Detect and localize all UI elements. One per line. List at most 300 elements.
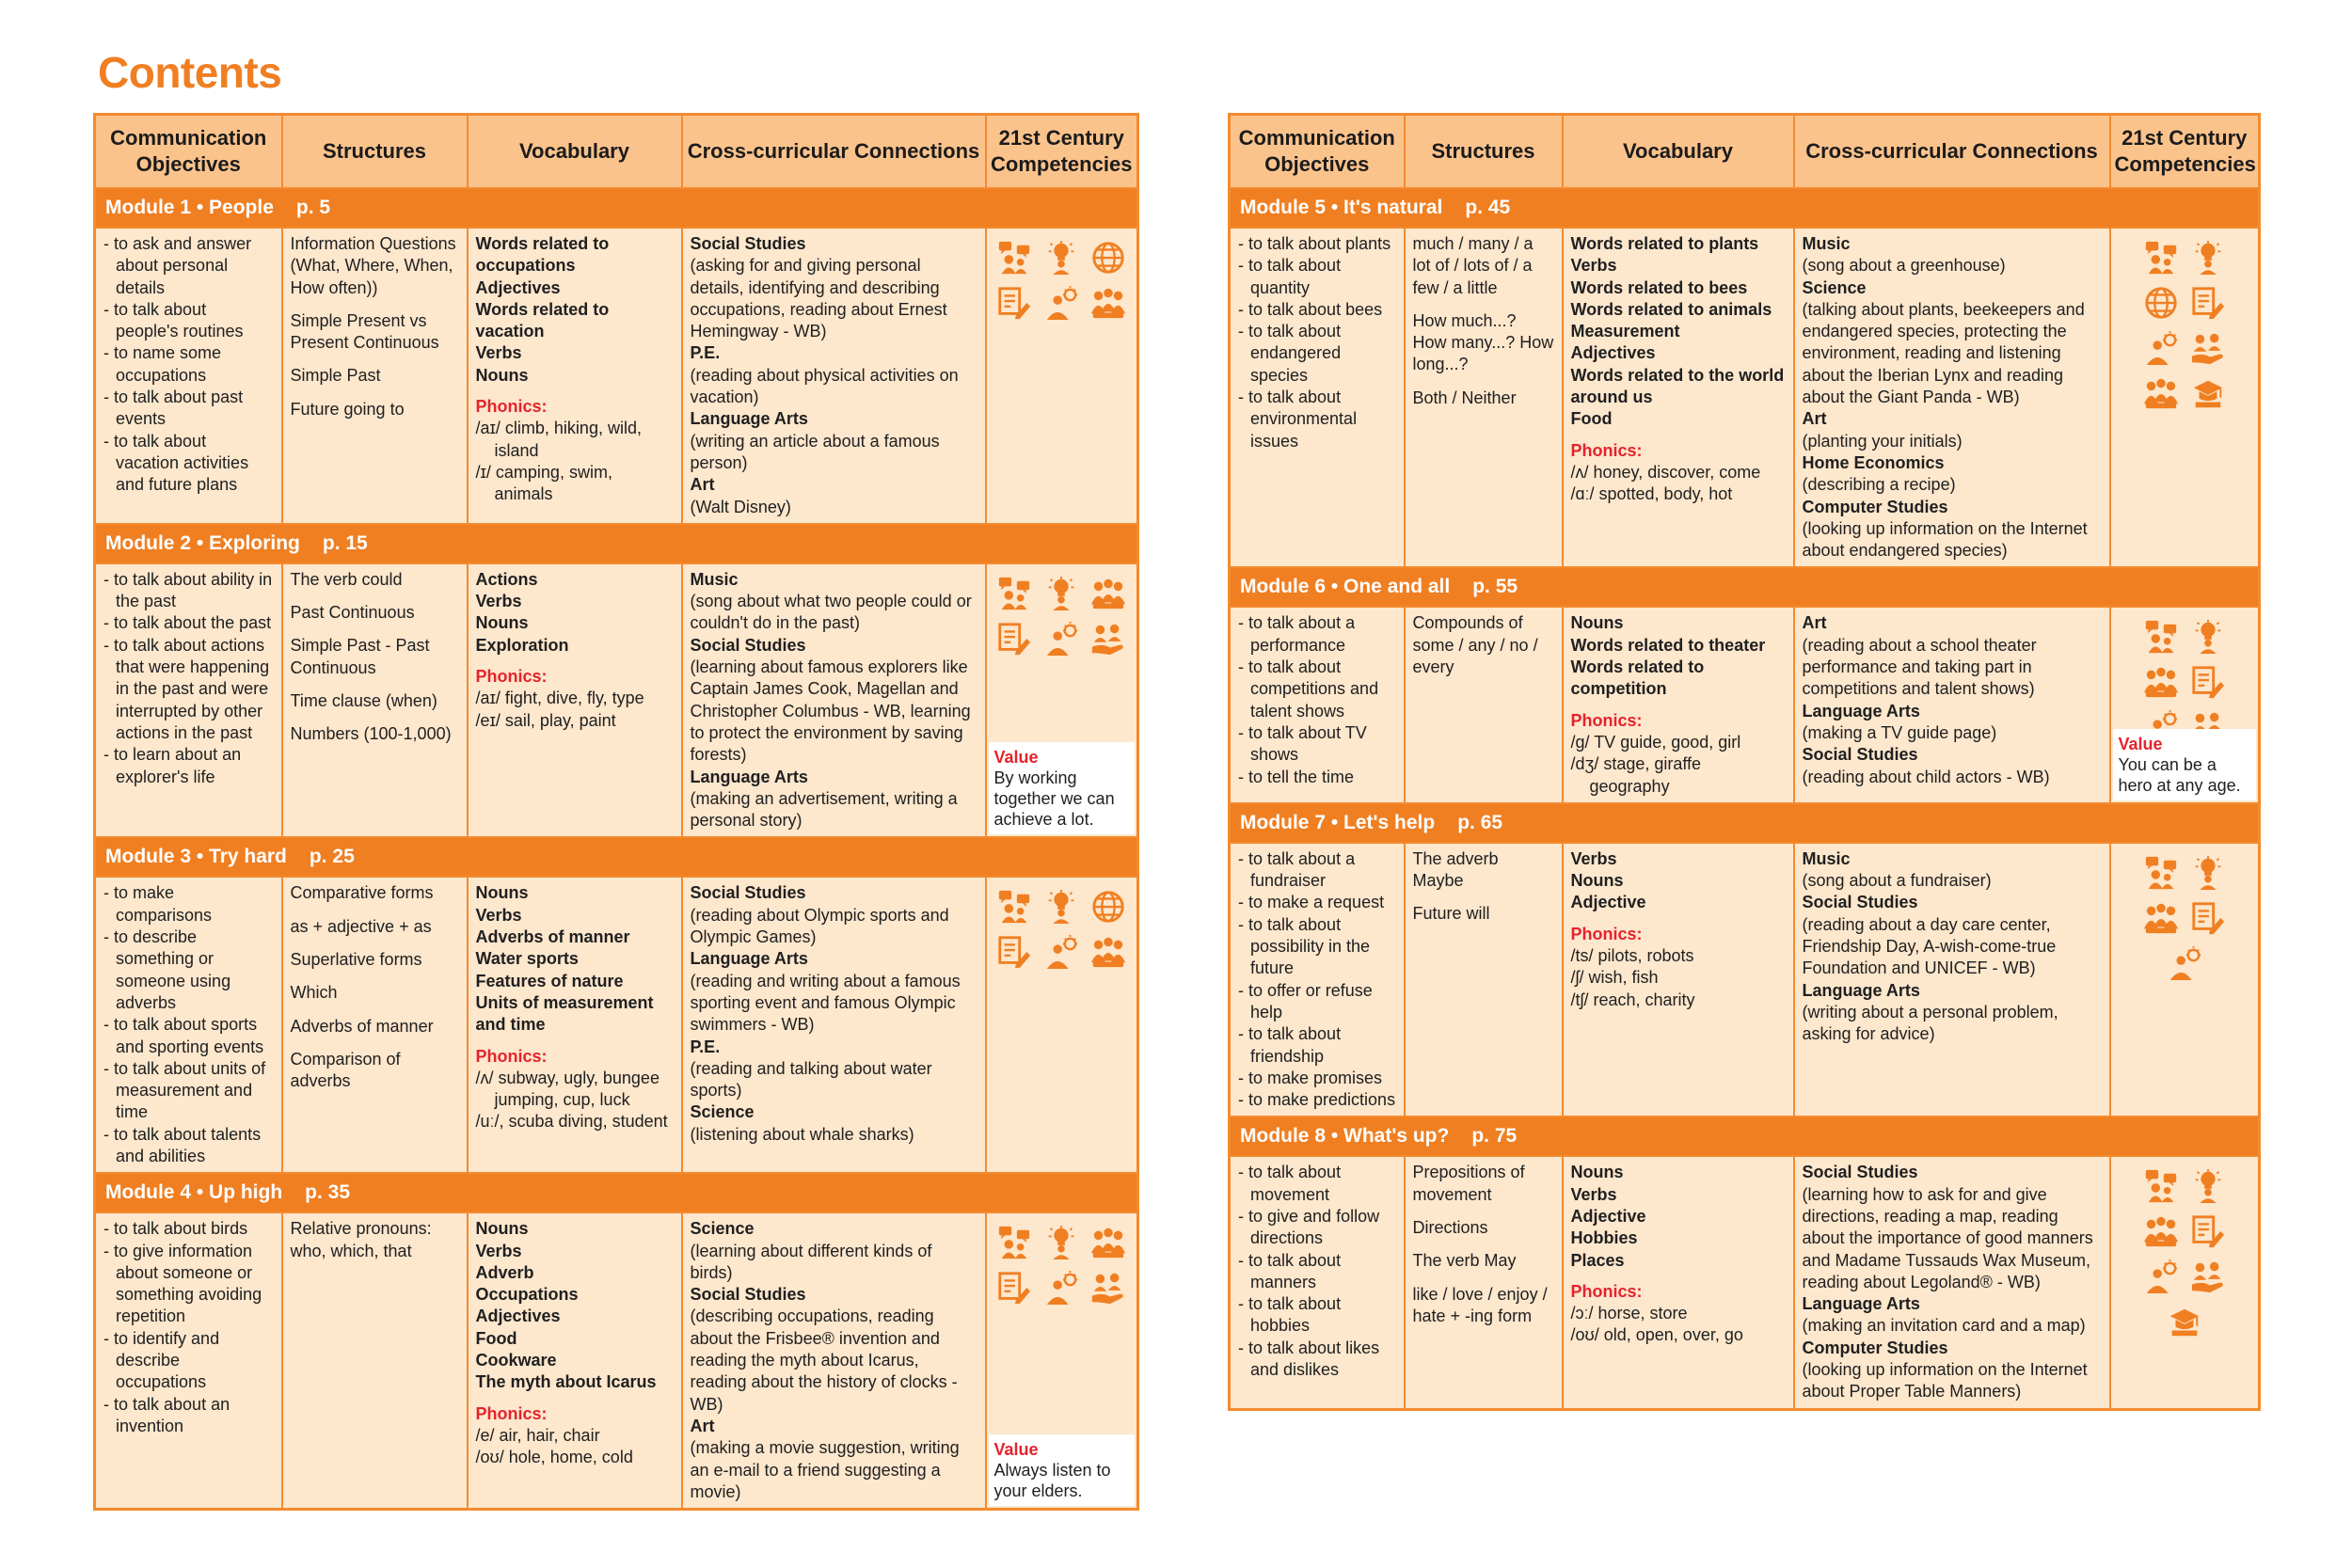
vocab-item: Adjective [1570,1206,1646,1226]
cross-subject: Language Arts [1802,1294,1920,1314]
collaboration-icon [1090,934,1126,970]
cross-subject: Social Studies [690,883,806,903]
module-header [95,837,1138,877]
cross-description: (describing a recipe) [1802,475,1956,495]
objective-item: - to talk about movement [1238,1163,1342,1204]
competencies-cell [2110,1156,2260,1409]
communication-icon [996,889,1032,925]
creativity-icon [1043,621,1079,657]
phonics-line: /ɑː/ spotted, body, hot [1570,484,1733,504]
objective-item: - to talk about likes and dislikes [1238,1338,1380,1380]
structure-item: The verb May [1412,1251,1517,1271]
structures-cell [282,1212,468,1509]
vocab-item: Verbs [1570,848,1617,868]
structure-item: Simple Present vs Present Continuous [290,310,439,353]
cross-subject: Social Studies [1802,745,1918,765]
competency-icons [991,576,1134,657]
structure-item: as + adjective + as [290,916,432,936]
objective-item: - to make a request [1238,893,1385,912]
structure-item: Adverbs of manner [290,1016,434,1036]
vocab-item: Nouns [1570,1163,1624,1182]
vocab-item: Words related to theater [1570,635,1766,655]
objective-item: - to make comparisons [103,883,213,925]
structures-cell [282,563,468,838]
value-box [989,742,1136,834]
phonics-line: /tʃ/ reach, charity [1570,990,1695,1009]
competencies-cell [986,1212,1138,1509]
objective-item: - to talk about birds [103,1219,248,1239]
reading-writing-icon [2190,664,2226,700]
cross-curricular-item [691,1101,977,1146]
cross-subject: Science [1802,277,1867,297]
objectives-list [103,882,274,1167]
cross-curricular-item [691,1218,977,1284]
vocab-item: Water sports [475,949,579,969]
structure-item: Numbers (100-1,000) [290,724,452,744]
objective-item: - to learn about an explorer's life [103,745,242,786]
vocab-item: Words related to animals [1570,299,1772,319]
module-header [95,1173,1138,1212]
phonics-line: /e/ air, hair, chair [475,1425,600,1445]
vocab-item: Words related to the world around us [1570,365,1785,407]
value-label: Value [2118,734,2163,753]
vocab-item: Cookware [475,1351,557,1370]
phonics-line: /dʒ/ stage, giraffe geography [1570,754,1702,796]
phonics-label: Phonics: [475,667,548,687]
vocabulary-cell [1563,843,1794,1117]
collaboration-icon [2143,900,2179,936]
cross-curricular-item [691,1037,977,1102]
vocab-item: Adjectives [475,1307,561,1326]
vocab-item: Units of measurement and time [475,992,654,1035]
header-vocabulary: Vocabulary [1563,115,1794,189]
cross-subject: P.E. [690,343,721,363]
module-header [1230,1117,2260,1156]
cross-curricular-item [1803,701,2102,745]
ideas-icon [2190,855,2226,891]
cross-curricular-item [1803,452,2102,497]
objective-item: - to talk about vacation activities and future plans [103,431,249,495]
competency-icons [991,1225,1134,1306]
objective-item: - to talk about ability in the past [103,569,273,611]
phonics-label: Phonics: [1570,440,1643,460]
cross-description: (reading about Olympic sports and Olympic Games) [690,905,949,947]
structure-item: Comparative forms [290,883,434,903]
ideas-icon [2190,240,2226,276]
cross-subject: Social Studies [690,1285,806,1305]
cross-subject: Art [690,1416,715,1435]
objective-item: - to talk about TV shows [1238,722,1367,765]
value-box [989,1434,1136,1506]
phonics-label: Phonics: [1570,924,1643,943]
cross-subject: Art [1802,409,1827,429]
cross-curricular-cell [1794,843,2110,1117]
communication-icon [2143,1168,2179,1204]
objective-item: - to tell the time [1238,767,1355,786]
vocab-item: Nouns [1570,613,1624,633]
objectives-cell [1230,843,1405,1117]
cross-subject: Language Arts [690,409,808,429]
competency-icons [2115,1168,2255,1339]
collaboration-icon [1090,1225,1126,1260]
cross-subject: Social Studies [690,234,806,253]
phonics-line: /eɪ/ sail, play, paint [475,710,616,730]
header-structures: Structures [282,115,468,189]
structure-item: Information Questions (What, Where, When, How often)) [290,234,456,297]
structures-cell [1405,1156,1563,1409]
vocab-item: Words related to plants [1570,234,1759,253]
phonics-label: Phonics: [475,397,548,417]
module-content-row [95,228,1138,524]
phonics-line: /ts/ pilots, robots [1570,946,1694,966]
structure-item: Relative pronouns: who, which, that [290,1219,432,1260]
objective-item: - to talk about actions that were happening in the past and were interrupted by other actions in the past [103,635,270,742]
cross-subject: Art [690,475,715,495]
cross-curricular-item [691,342,977,408]
module-header-row [95,1173,1138,1212]
caring-icon [2190,1259,2226,1294]
cross-subject: Music [1802,848,1851,868]
objective-item: - to give and follow directions [1238,1206,1380,1248]
cross-description: (song about a fundraiser) [1802,871,1992,891]
module-title: Module 3 • Try hard [105,846,287,868]
objectives-cell [1230,228,1405,567]
module-title: Module 4 • Up high [105,1181,283,1204]
vocabulary-cell [1563,228,1794,567]
header-communication-objectives: Communication Objectives [1230,115,1405,189]
cross-description: (making an advertisement, writing a personal story) [690,788,958,831]
objectives-list [1238,848,1396,1112]
objectives-cell [1230,607,1405,802]
structure-item: The adverb Maybe [1412,848,1499,891]
cross-curricular-cell [682,228,986,524]
objective-item: - to talk about environmental issues [1238,388,1358,451]
ideas-icon [1043,240,1079,276]
module-title: Module 7 • Let's help [1240,811,1436,833]
cross-subject: Art [1802,613,1827,633]
phonics-line: /ʌ/ subway, ugly, bungee jumping, cup, luck [475,1068,660,1110]
cross-description: (planting your initials) [1802,431,1963,451]
module-page: p. 5 [295,197,331,218]
reading-writing-icon [2190,900,2226,936]
module-page: p. 15 [322,531,368,554]
competencies-cell [986,228,1138,524]
cross-curricular-cell [682,1212,986,1509]
vocab-item: Verbs [475,1241,522,1260]
caring-icon [2190,330,2226,366]
cross-subject: Computer Studies [1802,1338,1948,1357]
phonics-line: /ɔː/ horse, store [1570,1304,1688,1323]
learning-icon [2190,375,2226,411]
vocab-item: Nouns [475,883,529,903]
cross-curricular-item [691,1416,977,1503]
module-header-row [95,837,1138,877]
cross-curricular-item [691,767,977,832]
module-title: Module 6 • One and all [1240,576,1451,598]
collaboration-icon [2143,375,2179,411]
vocab-item: Adjective [1570,893,1646,912]
structure-item: Which [290,983,338,1003]
vocab-item: Places [1570,1250,1625,1270]
header-cross-curricular: Cross-curricular Connections [682,115,986,189]
cross-curricular-cell [682,563,986,838]
objectives-cell [95,228,282,524]
cross-description: (talking about plants, beekeepers and endangered species, protecting the environment, reading and listening about the Iberian Lynx and reading about the Giant Panda - WB) [1802,299,2085,407]
objective-item: - to talk about a performance [1238,613,1356,655]
ideas-icon [2190,1168,2226,1204]
value-box [2113,729,2257,800]
cross-description: (looking up information on the Internet about endangered species) [1802,518,2088,561]
vocab-item: Verbs [475,905,522,925]
value-text: Always listen to your elders. [993,1461,1111,1501]
module-content-row [95,1212,1138,1509]
vocab-item: Features of nature [475,971,624,990]
cross-description: (writing about a personal problem, asking for advice) [1802,1002,2058,1044]
cross-curricular-item [1803,744,2102,788]
module-content-row [1230,843,2260,1117]
structure-item: like / love / enjoy / hate + -ing form [1412,1284,1548,1325]
module-content-row [1230,1156,2260,1409]
cross-curricular-cell [1794,607,2110,802]
learning-icon [2167,1304,2202,1339]
vocab-item: Nouns [475,365,529,385]
module-content-row [95,877,1138,1173]
module-content-row [1230,607,2260,802]
cross-subject: Science [690,1219,755,1239]
structure-item: Directions [1412,1217,1488,1237]
phonics-line: /oʊ/ hole, home, cold [475,1448,633,1467]
competency-icons [991,889,1134,970]
cross-description: (reading and writing about a famous sporting event and famous Olympic swimmers - WB) [690,971,961,1035]
cross-curricular-item [1803,892,2102,979]
phonics-line: /g/ TV guide, good, girl [1570,732,1741,752]
reading-writing-icon [996,285,1032,321]
communication-icon [996,576,1032,611]
vocab-item: Food [475,1328,517,1348]
cross-description: (reading about physical activities on vacation) [690,365,959,407]
collaboration-icon [1090,285,1126,321]
phonics-label: Phonics: [475,1403,548,1423]
structures-cell [1405,228,1563,567]
cross-curricular-item [691,882,977,948]
structure-item: How much...? How many...? How long...? [1412,310,1554,374]
vocab-item: Measurement [1570,322,1680,341]
vocab-item: Nouns [475,1219,529,1239]
reading-writing-icon [2190,1213,2226,1249]
module-header-row [1230,803,2260,843]
objective-item: - to talk about a fundraiser [1238,848,1356,891]
cross-description: (reading about child actors - WB) [1802,767,2050,786]
objective-item: - to talk about plants [1238,234,1391,253]
module-page: p. 55 [1472,576,1518,598]
value-label: Value [993,1440,1039,1460]
cross-curricular-cell [1794,1156,2110,1409]
cross-description: (reading about a day care center, Friendship Day, A-wish-come-true Foundation and UNICEF - WB) [1802,914,2057,978]
structure-item: Simple Past - Past Continuous [290,636,430,677]
contents-table-left [93,113,1139,1511]
structure-item: Prepositions of movement [1412,1163,1525,1204]
structures-cell [1405,607,1563,802]
value-text: By working together we can achieve a lot. [993,768,1115,830]
module-header [1230,188,2260,228]
objective-item: - to talk about possibility in the future [1238,914,1371,978]
objective-item: - to give information about someone or something avoiding repetition [103,1241,262,1326]
cross-curricular-item [691,569,977,635]
module-title: Module 5 • It's natural [1240,197,1443,218]
header-cross-curricular: Cross-curricular Connections [1794,115,2110,189]
structure-item: much / many / a lot of / lots of / a few / a little [1412,234,1534,297]
cross-curricular-item [1803,408,2102,452]
structures-cell [282,228,468,524]
module-page: p. 75 [1471,1125,1518,1148]
cross-description: (Walt Disney) [690,497,791,516]
cross-curricular-item [1803,497,2102,562]
module-header [95,524,1138,563]
vocab-item: Verbs [475,343,522,363]
communication-icon [996,1225,1032,1260]
vocabulary-cell [468,1212,682,1509]
caring-icon [1090,1270,1126,1306]
value-text: You can be a hero at any age. [2118,754,2241,795]
objective-item: - to make predictions [1238,1090,1396,1110]
objective-item: - to describe something or someone using adverbs [103,927,231,1012]
vocab-item: Adjectives [1570,343,1656,363]
vocabulary-cell [1563,607,1794,802]
cross-description: (making a movie suggestion, writing an e-mail to a friend suggesting a movie) [690,1438,960,1501]
header-vocabulary: Vocabulary [468,115,682,189]
vocab-item: Words related to occupations [475,234,610,276]
cross-description: (learning about different kinds of birds) [690,1241,932,1282]
cross-curricular-item [691,948,977,1036]
cross-curricular-item [691,233,977,342]
reading-writing-icon [996,621,1032,657]
objective-item: - to talk about sports and sporting events [103,1015,264,1056]
communication-icon [2143,619,2179,655]
vocab-item: Actions [475,569,538,589]
cross-subject: Social Studies [1802,1163,1918,1182]
cross-description: (asking for and giving personal details, identifying and describing occupations, reading about Ernest Hemingway - WB) [690,256,947,341]
ideas-icon [1043,889,1079,925]
objective-item: - to make promises [1238,1068,1383,1087]
vocab-item: Verbs [475,592,522,611]
vocab-item: Exploration [475,635,569,655]
phonics-line: /oʊ/ old, open, over, go [1570,1325,1743,1345]
phonics-line: /ʌ/ honey, discover, come [1570,462,1761,482]
vocab-item: Food [1570,409,1613,429]
cross-description: (song about a greenhouse) [1802,256,2006,276]
cross-subject: Language Arts [690,767,808,786]
vocab-item: Occupations [475,1285,579,1305]
module-page: p. 25 [309,846,355,868]
global-icon [2143,285,2179,321]
module-header [1230,803,2260,843]
cross-subject: Computer Studies [1802,497,1948,516]
value-label: Value [993,748,1039,768]
cross-curricular-cell [1794,228,2110,567]
vocabulary-cell [468,563,682,838]
structure-item: Time clause (when) [290,691,437,711]
module-header-row [1230,188,2260,228]
collaboration-icon [1090,576,1126,611]
ideas-icon [1043,1225,1079,1260]
objectives-cell [1230,1156,1405,1409]
vocab-item: Verbs [1570,1184,1617,1204]
module-header [1230,567,2260,607]
module-page: p. 65 [1457,811,1503,833]
vocab-item: Adverbs of manner [475,927,630,947]
structure-item: Both / Neither [1412,388,1517,407]
cross-subject: Social Studies [1802,893,1918,912]
collaboration-icon [2143,664,2179,700]
phonics-line: /uː/, scuba diving, student [475,1112,668,1132]
creativity-icon [1043,1270,1079,1306]
cross-subject: P.E. [690,1037,721,1056]
cross-curricular-item [691,408,977,474]
vocabulary-cell [1563,1156,1794,1409]
objective-item: - to talk about manners [1238,1250,1342,1291]
cross-curricular-item [1803,277,2102,409]
module-header-row [1230,1117,2260,1156]
phonics-line: /aɪ/ climb, hiking, wild, island [475,419,642,460]
cross-description: (reading and talking about water sports) [690,1058,932,1101]
objective-item: - to talk about people's routines [103,299,244,341]
module-page: p. 35 [305,1181,351,1204]
phonics-label: Phonics: [1570,710,1643,730]
cross-description: (learning how to ask for and give directions, reading a map, reading about the importance of good manners and Madame Tussauds Wax Museum, reading about Legoland® - WB) [1802,1184,2093,1291]
cross-description: (song about what two people could or couldn't do in the past) [690,592,972,633]
header-communication-objectives: Communication Objectives [95,115,282,189]
module-header [95,188,1138,228]
cross-subject: Home Economics [1802,452,1945,472]
cross-curricular-item [691,635,977,767]
collaboration-icon [2143,1213,2179,1249]
objectives-cell [95,563,282,838]
objective-item: - to talk about bees [1238,299,1383,319]
phonics-label: Phonics: [475,1046,548,1066]
competencies-cell [2110,228,2260,567]
cross-subject: Music [1802,234,1851,253]
cross-curricular-item [691,474,977,518]
objective-item: - to talk about units of measurement and time [103,1058,266,1122]
vocab-item: Words related to vacation [475,299,610,341]
page-title: Contents [98,48,282,97]
creativity-icon [2143,330,2179,366]
objective-item: - to ask and answer about personal details [103,234,252,297]
structure-item: Future going to [290,399,405,419]
vocab-item: Hobbies [1570,1228,1638,1248]
objectives-list [103,233,274,497]
module-title: Module 2 • Exploring [105,531,300,554]
competency-icons [2115,855,2255,981]
objectives-list [1238,233,1396,452]
contents-table-right [1228,113,2261,1411]
communication-icon [996,240,1032,276]
objective-item: - to talk about an invention [103,1394,230,1435]
objectives-list [1238,1162,1396,1381]
cross-subject: Language Arts [1802,980,1920,1000]
vocabulary-cell [468,228,682,524]
objective-item: - to talk about friendship [1238,1024,1342,1066]
cross-curricular-item [1803,233,2102,277]
cross-curricular-item [1803,980,2102,1046]
reading-writing-icon [2190,285,2226,321]
reading-writing-icon [996,1270,1032,1306]
objectives-cell [95,877,282,1173]
module-page: p. 45 [1465,197,1511,218]
header-competencies: 21st Century Competencies [2110,115,2260,189]
header-competencies: 21st Century Competencies [986,115,1138,189]
objective-item: - to talk about competitions and talent shows [1238,657,1379,721]
